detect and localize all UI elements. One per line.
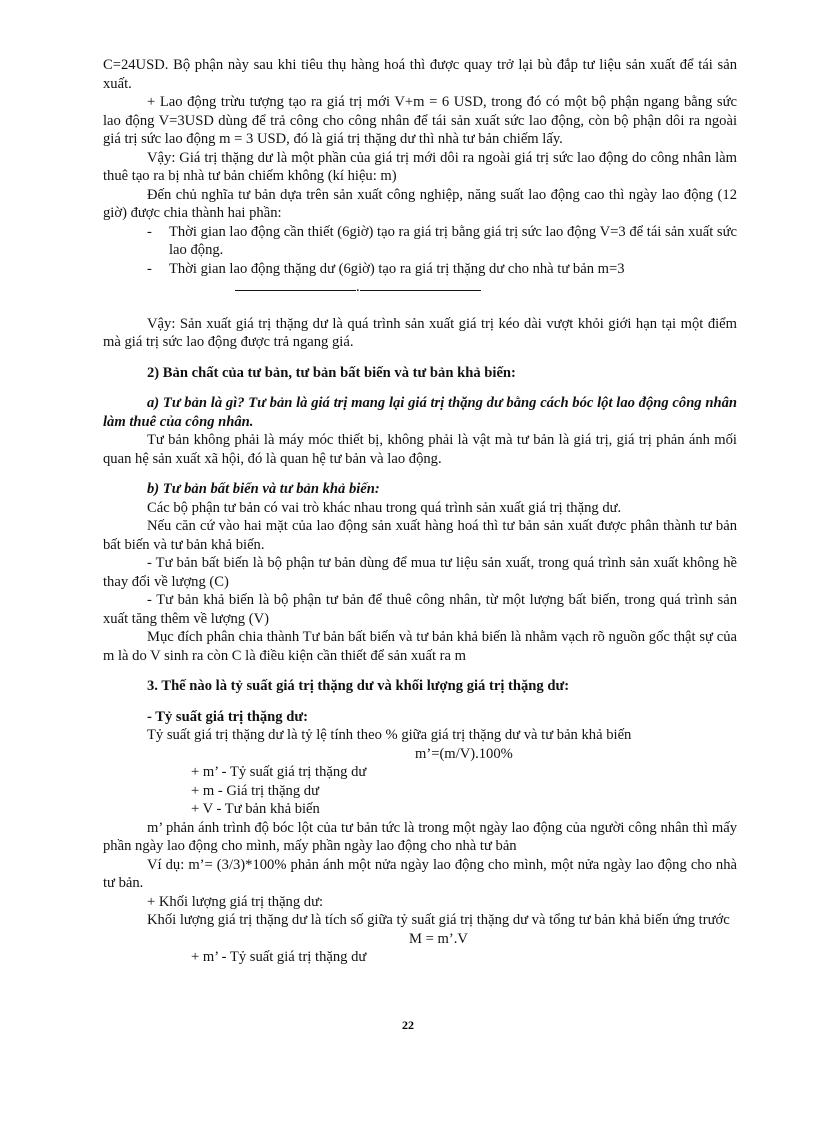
- list-item: [103, 260, 737, 279]
- list-item-text: Thời gian lao động thặng dư (6giờ) tạo ra giá trị thặng dư cho nhà tư bản m=3: [169, 260, 625, 277]
- paragraph: Tư bản không phải là máy móc thiết bị, không phải là vật mà tư bản là giá trị, giá trị phản ánh mối quan hệ sản xuất xã hội, đó là quan hệ tư bản và lao động.: [103, 432, 737, 467]
- subsection-heading: a) Tư bản là gì? Tư bản là giá trị mang lại giá trị thặng dư bằng cách bóc lột lao động công nhân làm thuê của công nhân.: [103, 395, 737, 430]
- paragraph: C=24USD. Bộ phận này sau khi tiêu thụ hàng hoá thì được quay trở lại bù đắp tư liệu sản xuất để tái sản xuất.: [103, 57, 737, 92]
- formula: m’=(m/V).100%: [415, 745, 513, 762]
- rule-segment: [235, 280, 356, 291]
- document-page: [103, 56, 737, 967]
- section-heading: 3. Thế nào là tỷ suất giá trị thặng dư và khối lượng giá trị thặng dư:: [147, 678, 570, 694]
- rule-dot: .: [356, 279, 360, 295]
- paragraph: Mục đích phân chia thành Tư bản bất biến và tư bản khả biến là nhằm vạch rõ nguồn gốc thật sự của m là do V sinh ra còn C là điều kiện cần thiết để sản xuất ra m: [103, 629, 737, 664]
- paragraph: Nếu căn cứ vào hai mặt của lao động sản xuất hàng hoá thì tư bản sản xuất được phân thành tư bản bất biến và tư bản khả biến.: [103, 518, 737, 553]
- paragraph: Các bộ phận tư bản có vai trò khác nhau trong quá trình sản xuất giá trị thặng dư.: [147, 499, 622, 516]
- underscore-rule: [103, 278, 737, 297]
- paragraph: Khối lượng giá trị thặng dư là tích số giữa tỷ suất giá trị thặng dư và tổng tư bản khả biến ứng trước: [147, 912, 730, 928]
- paragraph: Ví dụ: m’= (3/3)*100% phản ánh một nửa ngày lao động cho mình, một nửa ngày lao động cho nhà tư bản.: [103, 856, 737, 891]
- dash-bullet: -: [147, 223, 152, 240]
- paragraph: - Tư bản khả biến là bộ phận tư bản để thuê công nhân, từ một lượng bất biến, trong quá trình sản xuất tăng thêm về lượng (V): [103, 592, 737, 627]
- paragraph: Đến chủ nghĩa tư bản dựa trên sản xuất công nghiệp, năng suất lao động cao thì ngày lao động (12 giờ) được chia thành hai phần:: [103, 186, 737, 221]
- paragraph: Tỷ suất giá trị thặng dư là tỷ lệ tính theo % giữa giá trị thặng dư và tư bản khả biến: [147, 727, 632, 743]
- paragraph: - Tư bản bất biến là bộ phận tư bản dùng để mua tư liệu sản xuất, trong quá trình sản xuất không hề thay đổi về lượng (C): [103, 555, 737, 590]
- subsection-heading: - Tỷ suất giá trị thặng dư:: [147, 708, 308, 725]
- page-number: 22: [402, 1018, 414, 1032]
- paragraph: m’ phản ánh trình độ bóc lột của tư bản tức là trong một ngày lao động của người công nhân thì mấy phần ngày lao động cho mình, mấy phần ngày lao động cho nhà tư bản: [103, 819, 737, 854]
- definition-line: + m’ - Tỷ suất giá trị thặng dư: [191, 764, 367, 780]
- paragraph: + Lao động trừu tượng tạo ra giá trị mới V+m = 6 USD, trong đó có một bộ phận ngang bằng sức lao động V=3USD dùng để trả công cho công nhân để tái sản xuất sức lao động, còn bộ phận dôi ra ngoài giá trị sức lao động m = 3 USD, đó là giá trị thặng dư thì nhà tư bản chiếm lấy.: [103, 94, 737, 147]
- subsection-heading: b) Tư bản bất biến và tư bản khả biến:: [147, 481, 380, 497]
- paragraph: Vậy: Sản xuất giá trị thặng dư là quá trình sản xuất giá trị kéo dài vượt khỏi giới hạn tại một điểm mà giá trị sức lao động được trả ngang giá.: [103, 315, 737, 350]
- section-heading: 2) Bản chất của tư bản, tư bản bất biến và tư bản khả biến:: [147, 364, 516, 381]
- paragraph: + Khối lượng giá trị thặng dư:: [147, 893, 324, 910]
- definition-line: + m - Giá trị thặng dư: [191, 782, 320, 799]
- definition-line: + m’ - Tỷ suất giá trị thặng dư: [191, 949, 367, 965]
- rule-segment: [360, 280, 481, 291]
- list-item-text: Thời gian lao động cần thiết (6giờ) tạo ra giá trị bằng giá trị sức lao động V=3 để tái sản xuất sức lao động.: [169, 223, 737, 258]
- formula: M = m’.V: [409, 930, 468, 947]
- paragraph: Vậy: Giá trị thặng dư là một phần của giá trị mới dôi ra ngoài giá trị sức lao động do công nhân làm thuê tạo ra bị nhà tư bản chiếm không (kí hiệu: m): [103, 149, 737, 184]
- dash-bullet: -: [147, 260, 152, 277]
- definition-line: + V - Tư bản khả biến: [191, 801, 320, 817]
- list-item: [103, 223, 737, 260]
